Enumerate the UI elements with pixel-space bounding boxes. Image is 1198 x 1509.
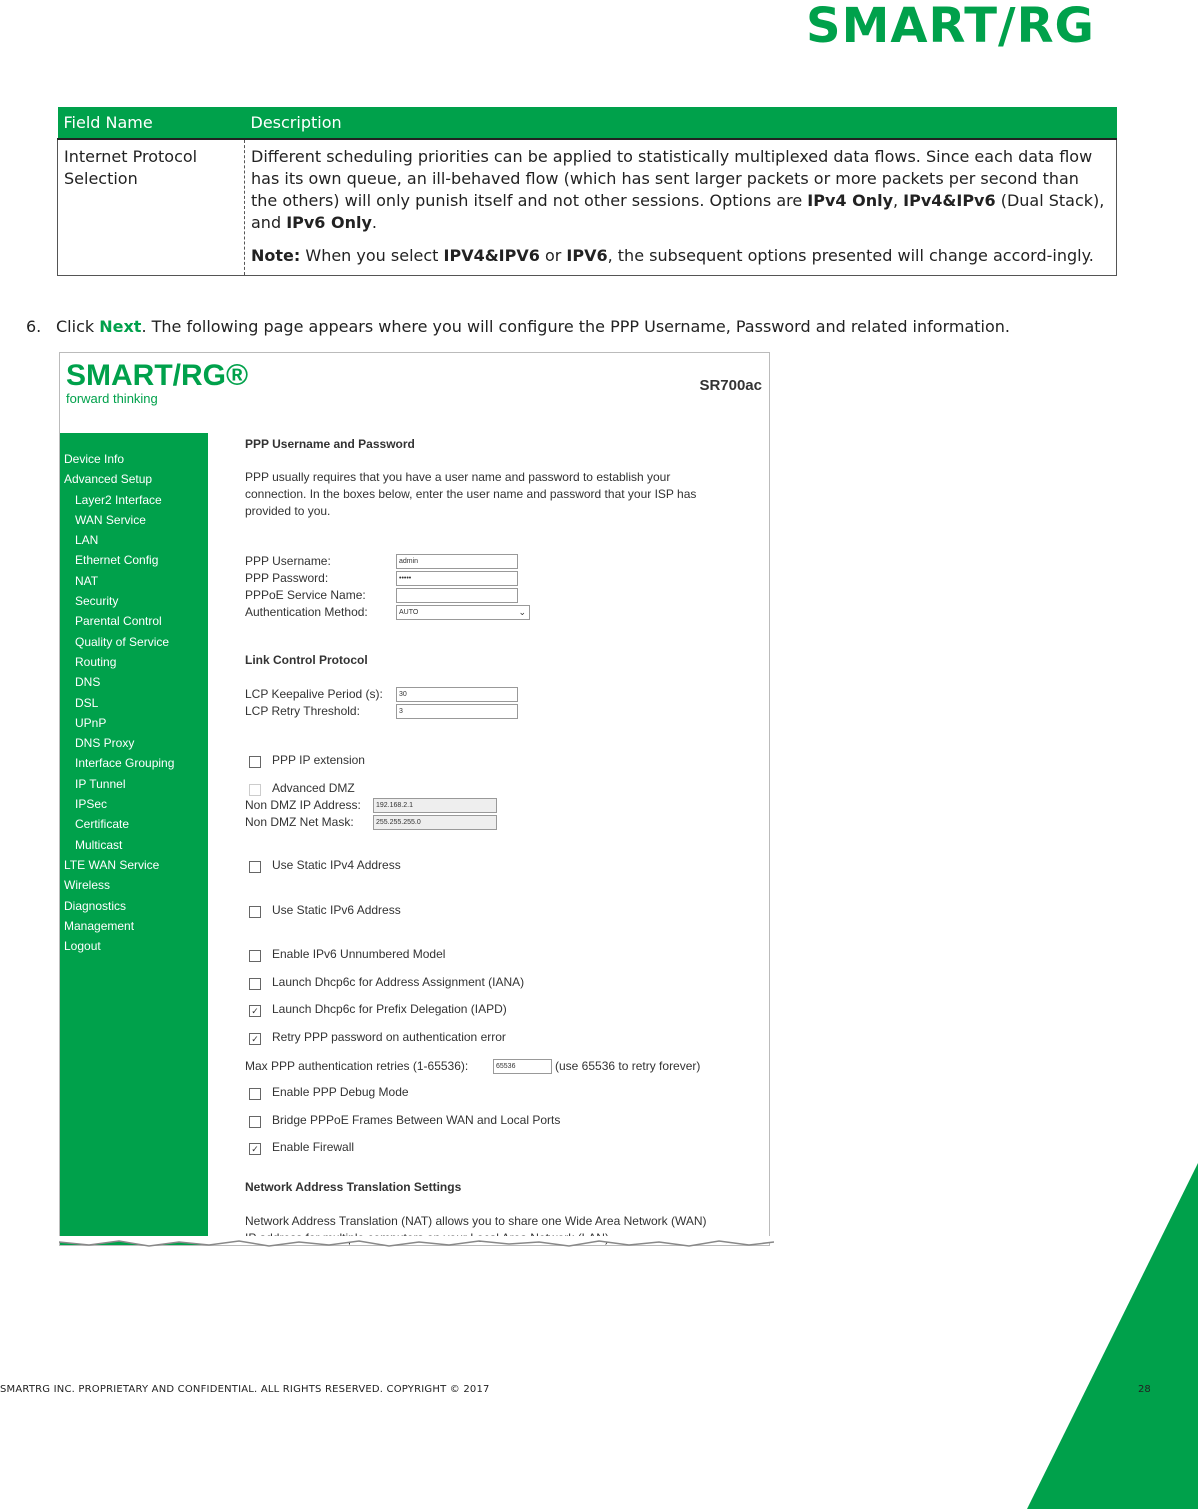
desc-text: Different scheduling priorities can be applied to statistically multiplexed data flows. Since each data flow has its own queue, an ill-behaved flow (which has sent larger packets or more packets per second than the others) will only punish itself and not other sessions. Options are — [251, 147, 1093, 210]
desc-text-2: (Dual Stack), and — [251, 191, 1105, 232]
note-option-1: IPV4&IPV6 — [443, 246, 540, 265]
bridge-checkbox[interactable] — [249, 1116, 261, 1128]
dmz-ip-row — [245, 797, 361, 814]
lcp-heading: Link Control Protocol — [245, 653, 368, 667]
sidebar-item-lte-wan-service[interactable]: LTE WAN Service — [64, 857, 160, 872]
adv-dmz-label: Advanced DMZ — [272, 781, 355, 795]
sidebar-item-dns-proxy[interactable]: DNS Proxy — [75, 736, 135, 751]
retry-ppp-label: Retry PPP password on authentication error — [272, 1030, 506, 1044]
retry-ppp-checkbox[interactable]: ✓ — [249, 1033, 261, 1045]
router-logo: SMART/RG® — [66, 359, 249, 392]
sidebar-item-certificate[interactable]: Certificate — [75, 817, 130, 832]
col-field-name: Field Name — [58, 107, 245, 139]
auth-method-select[interactable] — [396, 605, 530, 620]
dmz-mask-input[interactable]: 255.255.255.0 — [373, 815, 497, 830]
username-row — [245, 553, 331, 570]
dmz-mask-label: Non DMZ Net Mask: — [245, 815, 354, 829]
sidebar-item-ipsec[interactable]: IPSec — [75, 797, 108, 812]
sidebar-item-logout[interactable]: Logout — [64, 939, 101, 954]
note — [251, 242, 1110, 269]
sidebar-item-security[interactable]: Security — [75, 594, 119, 609]
note-option-2: IPV6 — [566, 246, 608, 265]
bridge-label: Bridge PPPoE Frames Between WAN and Local Ports — [272, 1113, 561, 1127]
option-dual-stack: IPv4&IPv6 — [903, 191, 996, 210]
header-logo: SMART/RG — [806, 0, 1095, 54]
username-input[interactable]: admin — [396, 554, 518, 569]
note-text: When you select — [300, 246, 444, 265]
sidebar-item-dsl[interactable]: DSL — [75, 695, 99, 710]
dhcp-iapd-checkbox[interactable]: ✓ — [249, 1005, 261, 1017]
max-retries-row — [245, 1058, 468, 1075]
static-v6-checkbox[interactable] — [249, 906, 261, 918]
auth-value: AUTO — [399, 609, 419, 616]
note-label: Note: — [251, 246, 301, 265]
sidebar-item-advanced-setup[interactable]: Advanced Setup — [64, 472, 153, 487]
dhcp-iapd-label: Launch Dhcp6c for Prefix Delegation (IAPD) — [272, 1002, 507, 1016]
sidebar-item-nat[interactable]: NAT — [75, 573, 99, 588]
sidebar-menu — [60, 433, 208, 1245]
page-number: 28 — [1138, 1384, 1151, 1395]
lcp-period-label: LCP Keepalive Period (s): — [245, 687, 383, 701]
field-name-cell: Internet Protocol Selection — [58, 139, 245, 276]
note-or: or — [539, 246, 567, 265]
sidebar-item-lan[interactable]: LAN — [75, 533, 99, 548]
footer-copyright: SMARTRG INC. PROPRIETARY AND CONFIDENTIAL. ALL RIGHTS RESERVED. COPYRIGHT © 2017 — [0, 1384, 490, 1395]
sidebar-item-routing[interactable]: Routing — [75, 654, 117, 669]
router-screenshot — [59, 352, 770, 1246]
service-row — [245, 587, 366, 604]
firewall-checkbox[interactable]: ✓ — [249, 1143, 261, 1155]
col-description: Description — [245, 107, 1117, 139]
option-ipv6-only: IPv6 Only — [286, 213, 372, 232]
sidebar-item-management[interactable]: Management — [64, 918, 135, 933]
debug-checkbox[interactable] — [249, 1088, 261, 1100]
sidebar-item-layer2-interface[interactable]: Layer2 Interface — [75, 492, 162, 507]
sidebar-item-wireless[interactable]: Wireless — [64, 878, 111, 893]
next-link[interactable]: Next — [99, 317, 142, 336]
sidebar-item-diagnostics[interactable]: Diagnostics — [64, 898, 127, 913]
max-retries-input[interactable]: 65536 — [493, 1059, 552, 1074]
ppp-description: PPP usually requires that you have a user name and password to establish your connection. In the boxes below, enter the user name and password that your ISP has provided to you. — [245, 470, 697, 518]
desc-sep: , — [893, 191, 904, 210]
field-table — [57, 107, 1117, 276]
dhcp-iana-label: Launch Dhcp6c for Address Assignment (IANA) — [272, 975, 525, 989]
sidebar-item-dns[interactable]: DNS — [75, 675, 101, 690]
lcp-period-input[interactable]: 30 — [396, 687, 518, 702]
unnumbered-label: Enable IPv6 Unnumbered Model — [272, 947, 446, 961]
sidebar-item-quality-of-service[interactable]: Quality of Service — [75, 634, 170, 649]
sidebar-item-upnp[interactable]: UPnP — [75, 715, 107, 730]
step-text: . The following page appears where you will configure the PPP Username, Password and related information. — [141, 317, 1010, 336]
option-ipv4-only: IPv4 Only — [807, 191, 893, 210]
max-retries-label: Max PPP authentication retries (1-65536): — [245, 1059, 469, 1073]
nat-heading: Network Address Translation Settings — [245, 1180, 462, 1194]
router-tagline: forward thinking — [66, 391, 158, 406]
sidebar-item-device-info[interactable]: Device Info — [64, 452, 125, 466]
step-prefix: Click — [56, 317, 100, 336]
sidebar-item-ethernet-config[interactable]: Ethernet Config — [75, 553, 159, 568]
auth-row — [245, 604, 368, 621]
password-label: PPP Password: — [245, 571, 329, 585]
dmz-mask-row — [245, 814, 354, 831]
unnumbered-checkbox[interactable] — [249, 950, 261, 962]
firewall-label: Enable Firewall — [272, 1140, 355, 1154]
torn-edge — [59, 1236, 774, 1250]
static-v4-checkbox[interactable] — [249, 861, 261, 873]
password-row — [245, 570, 328, 587]
lcp-retry-row — [245, 703, 360, 720]
static-v6-label: Use Static IPv6 Address — [272, 903, 401, 917]
service-name-input[interactable] — [396, 588, 518, 603]
lcp-retry-label: LCP Retry Threshold: — [245, 704, 360, 718]
step-6 — [26, 317, 1010, 336]
debug-label: Enable PPP Debug Mode — [272, 1085, 409, 1099]
description-text — [251, 146, 1110, 234]
auth-label: Authentication Method: — [245, 605, 368, 619]
ppp-ip-ext-label: PPP IP extension — [272, 753, 365, 767]
sidebar-item-ip-tunnel[interactable]: IP Tunnel — [75, 776, 126, 791]
ppp-ip-ext-checkbox[interactable] — [249, 756, 261, 768]
lcp-period-row — [245, 686, 383, 703]
static-v4-label: Use Static IPv4 Address — [272, 858, 401, 872]
sidebar-item-wan-service[interactable]: WAN Service — [75, 512, 146, 527]
dmz-ip-label: Non DMZ IP Address: — [245, 798, 361, 812]
sidebar-item-interface-grouping[interactable]: Interface Grouping — [75, 756, 175, 771]
model-name: SR700ac — [699, 377, 762, 394]
description-cell — [245, 139, 1117, 276]
nat-description: Network Address Translation (NAT) allows you to share one Wide Area Network (WAN) — [245, 1214, 707, 1228]
sidebar-item-multicast[interactable]: Multicast — [75, 837, 123, 852]
username-label: PPP Username: — [245, 554, 331, 568]
ppp-heading: PPP Username and Password — [245, 437, 415, 451]
lcp-retry-input[interactable]: 3 — [396, 704, 518, 719]
note-text-2: , the subsequent options presented will change accord-ingly. — [607, 246, 1094, 265]
dmz-ip-input[interactable]: 192.168.2.1 — [373, 798, 497, 813]
service-label: PPPoE Service Name: — [245, 588, 366, 602]
chevron-down-icon: ⌄ — [518, 607, 526, 617]
step-number: 6. — [26, 317, 42, 336]
dhcp-iana-checkbox[interactable] — [249, 978, 261, 990]
max-retries-note: (use 65536 to retry forever) — [555, 1059, 701, 1073]
password-input[interactable]: ••••• — [396, 571, 518, 586]
desc-end: . — [371, 213, 377, 232]
sidebar-item-parental-control[interactable]: Parental Control — [75, 614, 162, 629]
adv-dmz-checkbox[interactable] — [249, 784, 261, 796]
